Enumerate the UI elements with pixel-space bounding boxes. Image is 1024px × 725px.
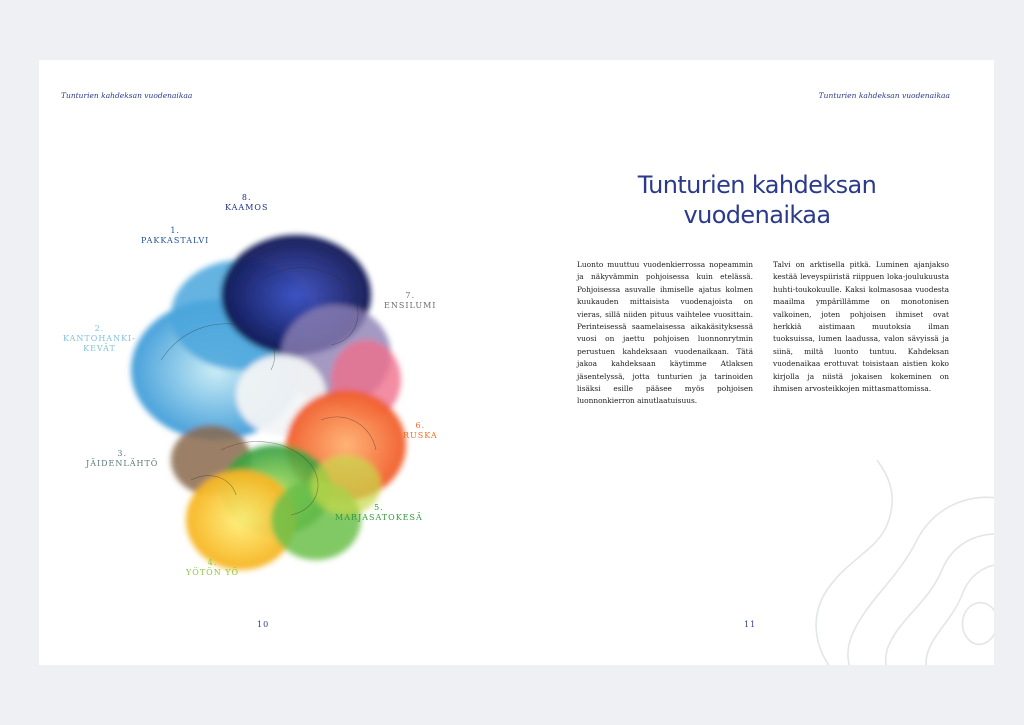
- page-number-right: 11: [744, 620, 757, 629]
- contour-lines-decoration: [757, 440, 994, 665]
- page-title: Tunturien kahdeksan vuodenaikaa: [637, 171, 877, 229]
- left-page: [39, 60, 516, 665]
- season-label-kaamos: 8. KAAMOS: [225, 193, 269, 212]
- season-label-yoton-yo: 4. YÖTÖN YÖ: [186, 558, 240, 577]
- running-head-right: Tunturien kahdeksan vuodenaikaa: [818, 91, 950, 100]
- watercolor-season-illustration: [121, 220, 421, 580]
- season-label-ruska: 6. RUSKA: [403, 421, 438, 440]
- right-page: [517, 60, 994, 665]
- season-label-marjasatokesa: 5. MARJASATOKESÄ: [335, 503, 423, 522]
- season-label-ensilumi: 7. ENSILUMI: [384, 291, 437, 310]
- season-label-pakkastalvi: 1. PAKKASTALVI: [141, 226, 210, 245]
- body-text-column-1: Luonto muuttuu vuodenkierrossa nopeammin ja näkyvämmin pohjoisessa kuin etelässä. Pohjoisessa asuvalle ihmiselle ajatus kolmen kuukauden mittaisista vuodenajoista on vieras, sillä niiden pituus vaihtelee vuosittain. Perinteisessä saamelaisessa aikakäsityksessä vuosi on jaettu pohjoisen luonnonrytmin perustuen kahdeksaan vuodenaikaan. Tätä jakoa kahdeksaan käytimme Atlaksen jäsentelyssä, jotta tunturien ja tarinoiden lisäksi esille pääsee myös pohjoisen luonnonkierron ainutlaatuisuus.: [577, 260, 753, 406]
- page-number-left: 10: [257, 620, 270, 629]
- body-text-column-2: Talvi on arktisella pitkä. Luminen ajanjakso kestää leveyspiiristä riippuen loka-joulukuusta huhti-toukokuulle. Kaksi kolmasosaa vuodesta maailma ympärillämme on monotonisen valkoinen, joten pohjoisen ihmiset ovat herkkiä aistimaan muutoksia ilman tuoksuissa, lumen laadussa, valon sävyissä ja siinä, miltä luonto tuntuu. Kahdeksan vuodenaikaa erottuvat toisistaan aistien koko kirjolla ja niistä jokaisen kokeminen on ihmisen arvosteikkojen mittasmattomissa.: [773, 260, 949, 394]
- book-spread: [39, 60, 994, 665]
- season-label-jaidenlahto: 3. JÄIDENLÄHTÖ: [86, 449, 159, 468]
- season-label-kantohankikevat: 2. KANTOHANKI- KEVÄT: [63, 324, 136, 353]
- running-head-left: Tunturien kahdeksan vuodenaikaa: [61, 91, 193, 100]
